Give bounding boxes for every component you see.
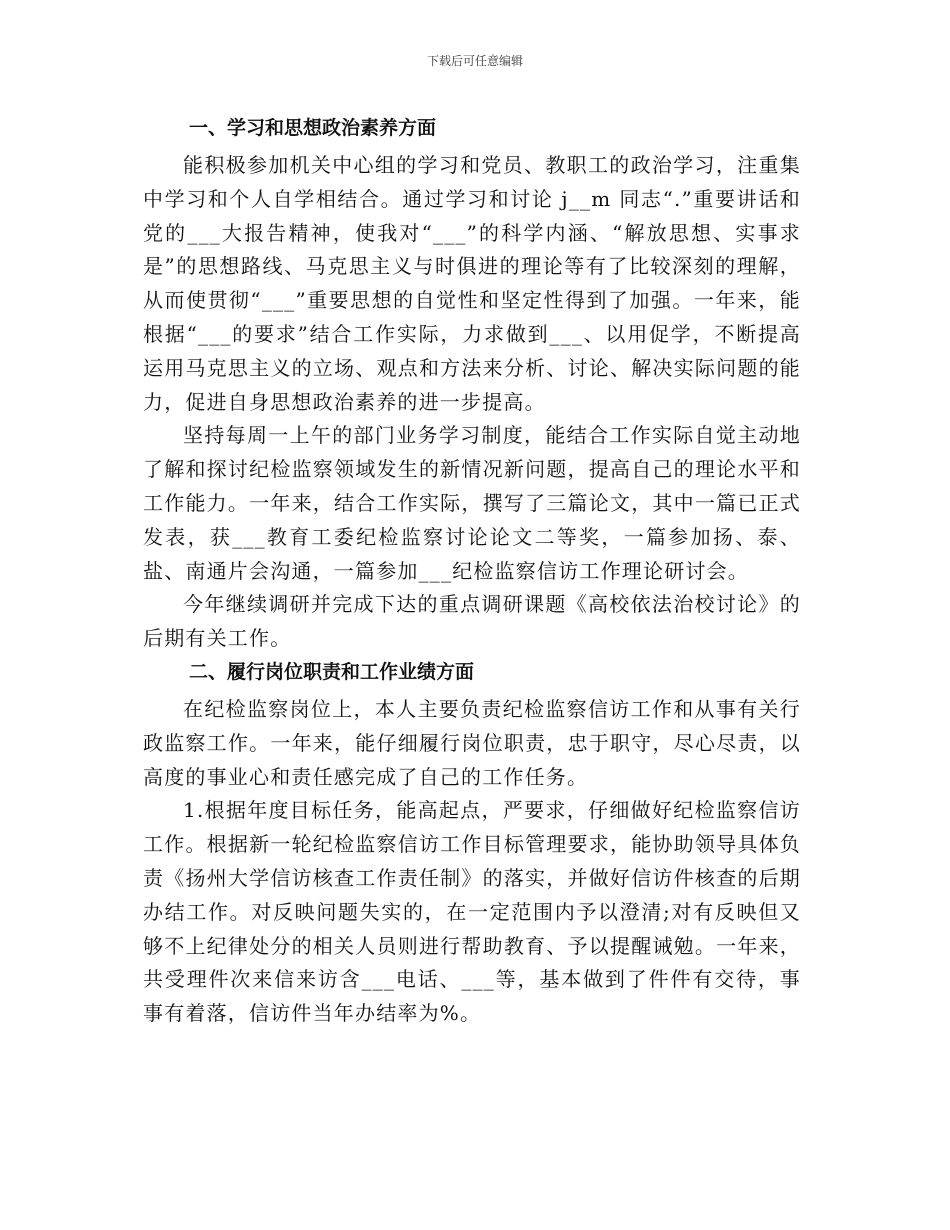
numbered-paragraph: 1.根据年度目标任务，能高起点，严要求，仔细做好纪检监察信访工作。根据新一轮纪检监察信访工作目标管理要求，能协助领导具体负责《扬州大学信访核查工作责任制》的落实，并做好信访件核查的后期办结工作。对反映问题失实的，在一定范围内予以澄清;对有反映但又够不上纪律处分的相关人员则进行帮助教育、予以提醒诫勉。一年来，共受理件次来信来访含___电话、___等，基本做到了件件有交待，事事有着落，信访件当年办结率为%。 [143,798,801,1026]
page-header-note: 下载后可任意编辑 [426,54,523,68]
section-heading-2: 二、履行岗位职责和工作业绩方面 [189,660,475,683]
paragraph: 坚持每周一上午的部门业务学习制度，能结合工作实际自觉主动地了解和探讨纪检监察领域发生的新情况新问题，提高自己的理论水平和工作能力。一年来，结合工作实际，撰写了三篇论文，其中一篇已正式发表，获___教育工委纪检监察讨论论文二等奖，一篇参加扬、泰、盐、南通片会沟通，一篇参加___纪检监察信访工作理论研讨会。 [143,423,801,583]
paragraph: 在纪检监察岗位上，本人主要负责纪检监察信访工作和从事有关行政监察工作。一年来，能仔细履行岗位职责，忠于职守，尽心尽责，以高度的事业心和责任感完成了自己的工作任务。 [143,696,801,789]
paragraph: 能积极参加机关中心组的学习和党员、教职工的政治学习，注重集中学习和个人自学相结合。通过学习和讨论 j__m 同志“.”重要讲话和党的___大报告精神，使我对“___”的科学内涵、“解放思想、实事求是”的思想路线、马克思主义与时俱进的理论等有了比较深刻的理解，从而使贯彻“___”重要思想的自觉性和坚定性得到了加强。一年来，能根据“___的要求”结合工作实际，力求做到___、以用促学，不断提高运用马克思主义的立场、观点和方法来分析、讨论、解决实际问题的能力，促进自身思想政治素养的进一步提高。 [143,153,801,414]
section-heading-1: 一、学习和思想政治素养方面 [189,117,437,139]
paragraph: 今年继续调研并完成下达的重点调研课题《高校依法治校讨论》的后期有关工作。 [143,592,801,651]
document-body [143,112,801,1031]
